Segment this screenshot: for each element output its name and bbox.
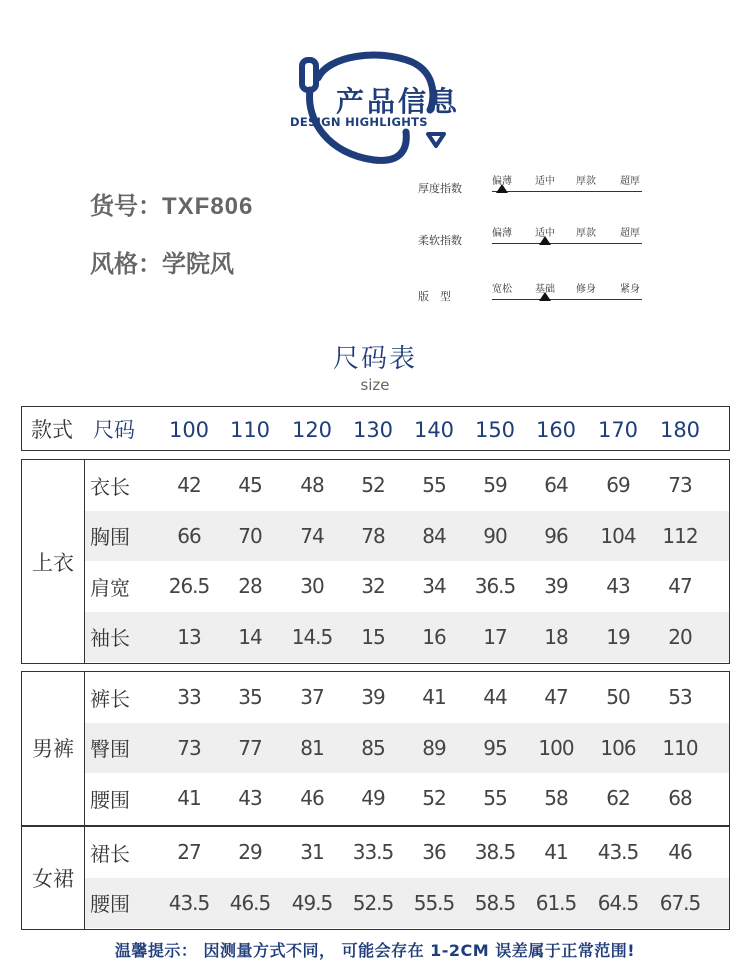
scale-option: 超厚 [620,228,640,239]
table-cell: 33 [177,685,201,710]
attribute-scale [418,178,648,212]
scale-option: 适中 [535,228,555,239]
table-cell: 42 [177,473,201,498]
attribute-scale [418,286,648,320]
table-cell: 41 [177,786,201,811]
table-row [84,773,729,824]
scale-line [492,299,642,300]
header-size-140: 140 [413,418,455,442]
scale-line [492,191,642,192]
table-row [84,878,729,929]
table-cell: 90 [483,523,507,548]
table-cell: 77 [238,735,262,760]
table-cell: 47 [544,685,568,710]
size-chart-subtitle: size [360,376,390,394]
table-cell: 19 [606,624,630,649]
table-cell: 55 [483,786,507,811]
table-cell: 81 [300,735,324,760]
table-cell: 74 [300,523,324,548]
scale-marker-icon [539,292,551,301]
table-cell: 15 [361,624,385,649]
table-cell: 66 [177,523,201,548]
table-cell: 89 [422,735,446,760]
scale-option: 基础 [535,284,555,295]
table-cell: 39 [361,685,385,710]
table-cell: 14.5 [291,624,333,649]
table-cell: 33.5 [352,840,394,865]
table-cell: 52.5 [352,890,394,915]
scale-name: 厚度指数 [418,182,462,195]
scale-option: 宽松 [492,284,512,295]
scale-option: 厚款 [576,228,596,239]
table-cell: 28 [238,574,262,599]
table-row [84,460,729,511]
table-cell: 37 [300,685,324,710]
product-style-value: 学院风 [162,250,234,278]
header-size-label: 尺码 [93,418,135,442]
table-cell: 39 [544,574,568,599]
scale-name: 版 型 [418,290,451,303]
table-cell: 13 [177,624,201,649]
table-cell: 78 [361,523,385,548]
table-cell: 58.5 [474,890,516,915]
table-cell: 38.5 [474,840,516,865]
table-cell: 43 [606,574,630,599]
table-cell: 29 [238,840,262,865]
table-cell: 67.5 [659,890,701,915]
header-size-100: 100 [168,418,210,442]
row-label: 袖长 [90,626,130,651]
scale-option: 厚款 [576,176,596,187]
row-label: 腰围 [90,787,130,812]
size-group [21,826,730,930]
product-code-label: 货号： [90,192,162,220]
group-label: 女裙 [22,827,85,929]
header-size-120: 120 [291,418,333,442]
table-row [84,723,729,774]
table-cell: 26.5 [168,574,210,599]
table-cell: 20 [668,624,692,649]
table-cell: 34 [422,574,446,599]
table-cell: 64 [544,473,568,498]
table-cell: 100 [538,735,574,760]
table-cell: 47 [668,574,692,599]
table-cell: 106 [600,735,636,760]
table-cell: 46 [668,840,692,865]
row-label: 胸围 [90,525,130,550]
table-row [84,672,729,723]
table-cell: 36.5 [474,574,516,599]
scale-marker-icon [496,184,508,193]
table-row [84,612,729,663]
table-cell: 69 [606,473,630,498]
table-cell: 14 [238,624,262,649]
header-size-130: 130 [352,418,394,442]
group-label: 男裤 [22,672,85,825]
table-cell: 31 [300,840,324,865]
group-label: 上衣 [22,460,85,663]
product-code [90,186,253,221]
table-cell: 45 [238,473,262,498]
header-style-label: 款式 [31,418,73,442]
table-cell: 27 [177,840,201,865]
size-group [21,671,730,826]
table-cell: 73 [668,473,692,498]
table-cell: 32 [361,574,385,599]
table-cell: 62 [606,786,630,811]
header-size-110: 110 [229,418,271,442]
scale-option: 偏薄 [492,228,512,239]
row-label: 腰围 [90,892,130,917]
table-cell: 70 [238,523,262,548]
row-label: 裤长 [90,686,130,711]
logo-title: 产品信息 [336,85,461,118]
table-cell: 36 [422,840,446,865]
header-size-180: 180 [659,418,701,442]
table-cell: 112 [662,523,698,548]
scale-name: 柔软指数 [418,234,462,247]
table-cell: 46 [300,786,324,811]
table-cell: 41 [422,685,446,710]
table-cell: 41 [544,840,568,865]
table-cell: 48 [300,473,324,498]
attribute-scale [418,230,648,264]
table-cell: 44 [483,685,507,710]
table-cell: 53 [668,685,692,710]
table-cell: 85 [361,735,385,760]
table-cell: 52 [422,786,446,811]
table-cell: 55 [422,473,446,498]
logo-subtitle: DESIGN HIGHLIGHTS [290,115,428,129]
row-label: 裙长 [90,841,130,866]
table-cell: 96 [544,523,568,548]
scale-line [492,243,642,244]
table-cell: 59 [483,473,507,498]
row-label: 臀围 [90,737,130,762]
scale-option: 修身 [576,284,596,295]
table-cell: 68 [668,786,692,811]
product-style-label: 风格： [90,250,162,278]
table-cell: 110 [662,735,698,760]
header-size-150: 150 [474,418,516,442]
size-chart-header [21,406,730,451]
table-cell: 50 [606,685,630,710]
table-cell: 17 [483,624,507,649]
scale-option: 偏薄 [492,176,512,187]
table-row [84,511,729,562]
table-cell: 55.5 [413,890,455,915]
header-size-170: 170 [597,418,639,442]
product-info-logo [288,50,478,168]
scale-marker-icon [539,236,551,245]
table-cell: 30 [300,574,324,599]
size-chart-title: 尺码表 [332,344,417,374]
product-code-value: TXF806 [162,193,254,220]
table-cell: 73 [177,735,201,760]
table-cell: 49 [361,786,385,811]
table-cell: 16 [422,624,446,649]
table-cell: 46.5 [229,890,271,915]
scale-option: 超厚 [620,176,640,187]
scale-option: 紧身 [620,284,640,295]
table-row [84,561,729,612]
table-cell: 64.5 [597,890,639,915]
table-cell: 84 [422,523,446,548]
table-row [84,827,729,878]
size-group [21,459,730,664]
row-label: 衣长 [90,474,130,499]
table-cell: 43.5 [168,890,210,915]
table-cell: 58 [544,786,568,811]
table-cell: 104 [600,523,636,548]
table-cell: 49.5 [291,890,333,915]
table-cell: 61.5 [535,890,577,915]
table-cell: 43.5 [597,840,639,865]
header-size-160: 160 [535,418,577,442]
product-style [90,244,234,279]
table-cell: 35 [238,685,262,710]
row-label: 肩宽 [90,575,130,600]
table-cell: 52 [361,473,385,498]
table-cell: 18 [544,624,568,649]
table-cell: 43 [238,786,262,811]
scale-option: 适中 [535,176,555,187]
measurement-tip: 温馨提示： 因测量方式不同， 可能会存在 1-2CM 误差属于正常范围! [114,941,636,960]
table-cell: 95 [483,735,507,760]
